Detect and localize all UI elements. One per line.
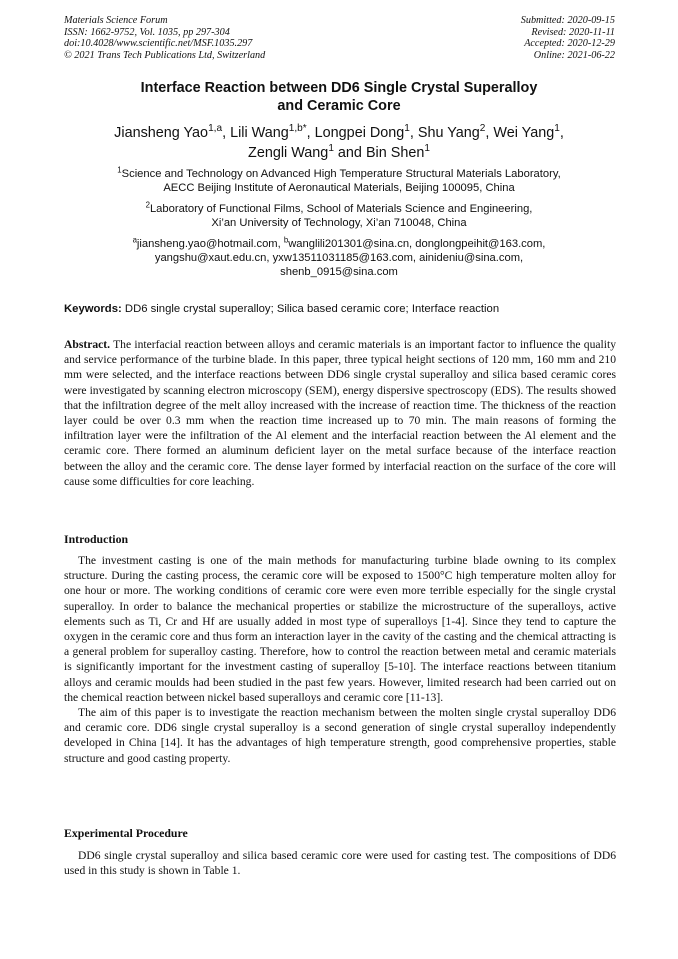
journal-doi: doi:10.4028/www.scientific.net/MSF.1035.297: [64, 38, 253, 50]
email-link[interactable]: shenb_0915@sina.com: [280, 266, 398, 279]
abstract-label: Abstract.: [64, 338, 111, 351]
author-name: Wei Yang: [493, 125, 555, 141]
author-affil-sup: 1,a: [208, 123, 223, 135]
author-list: Jiansheng Yao$^{1,a}$, Lili Wang$^{1,b*}$, Longpei Dong$^1$, Shu Yang$^2$, Wei Yang$^1$, Zengli Wang$^1$ and Bin Shen$^1$: [114, 123, 564, 161]
journal-copyright: © 2021 Trans Tech Publications Ltd, Switzerland: [64, 49, 266, 61]
paper-title: [60, 80, 618, 115]
paragraph: The investment casting is one of the main methods for manufacturing turbine blade owning to its complex structure. During the casting process, the ceramic core will be exposed to 1500°C high temperature molten alloy for one hour or more. The working conditions of ceramic core were even more terrible especially for the single crystal superalloy. In order to balance the mechanical properties or stabilize the microstructure of the superalloys, active elements such as Ti, Cr and Hf are usually added in most type of superalloys [1-4]. Since they tend to capture the oxygen in the ceramic core and thus form an interaction layer in the cavity of the casting and the chemical attracting is a general problem for superalloy casting. Therefore, how to control the reaction between metal and ceramic materials is significantly important for the investment casting of superalloy [5-10]. The interface reactions between titanium alloys and ceramic moulds had been studied in the past few years. However, limited research had been carried out on the chemical reaction between nickel based superalloys and ceramic core [11-13].: [64, 554, 616, 704]
author-name: Shu Yang: [417, 125, 480, 141]
abstract-text: The interfacial reaction between alloys and ceramic materials is an important factor to influence the quality and service performance of the turbine blade. In this paper, three typical height sections of 120 mm, 160 mm and 210 mm were selected, and the interface reactions between DD6 single crystal superalloy and silica based ceramic cores were investigated by scanning electron microscopy (SEM), energy dispersive spectroscopy (EDS). The results showed that the infiltration degree of the melt alloy increased with the increase of reaction time. The thickness of the reaction layer could be over 0.3 mm when the reaction time increased up to 70 min. The main reasons of forming the infiltration layer were the infiltration of the Al element and the interfacial reaction between the Al element and the ceramic core. There formed an aluminum deficient layer on the metal surface because of the interface reaction between the alloy and the ceramic core. The dense layer formed by interfacial reaction on the surface of the core will cause some difficulties for core leaching.: [64, 338, 616, 488]
affiliation-2: $^2$Laboratory of Functional Films, School of Materials Science and Engineering, Xi’an University of Technology, Xi’an 710048, China: [145, 200, 533, 230]
author-affil-sup: 1: [424, 143, 430, 155]
author-emails: $^a$jiansheng.yao@hotmail.com, $^b$wanglili201301@sina.cn, donglongpeihit@163.com, yangshu@xaut.edu.cn, yxw13511031185@163.com, ainideniu@sina.com, shenb_0915@sina.com: [64, 237, 614, 280]
author-affil-sup: 1,b*: [288, 123, 307, 135]
publication-dates: [521, 15, 615, 61]
author-name: Jiansheng Yao: [114, 125, 209, 141]
author-affil-sup: 1: [404, 123, 410, 135]
paragraph: The aim of this paper is to investigate the reaction mechanism between the molten single crystal superalloy DD6 and ceramic core. DD6 single crystal superalloy is a second generation of single crystal superalloy independently developed in China [14]. It has the advantages of high temperature strength, good comprehensive properties, stable structure and good casting property.: [64, 706, 616, 765]
section-heading-experimental: Experimental Procedure: [64, 826, 188, 840]
email-link[interactable]: yangshu@xaut.edu.cn, yxw13511031185@163.com, ainideniu@sina.com,: [154, 252, 524, 265]
keywords-label: Keywords:: [64, 303, 122, 315]
email-link[interactable]: wanglili201301@sina.cn, donglongpeihit@163.com,: [288, 237, 546, 250]
paragraph: DD6 single crystal superalloy and silica based ceramic core were used for casting test. The compositions of DD6 used in this study is shown in Table 1.: [64, 849, 616, 878]
experimental-body: [64, 848, 616, 878]
keywords-text: DD6 single crystal superalloy; Silica based ceramic core; Interface reaction: [121, 303, 500, 315]
author-affil-sup: 1: [554, 123, 560, 135]
journal-info: [64, 15, 265, 61]
affiliations: [64, 167, 614, 286]
abstract: [64, 337, 616, 489]
author-name: Bin Shen: [365, 145, 425, 161]
author-name: Longpei Dong: [314, 125, 405, 141]
author-affil-sup: 2: [479, 123, 486, 135]
section-heading-introduction: Introduction: [64, 532, 129, 546]
keywords: [64, 302, 616, 316]
affiliation-1: $^1$Science and Technology on Advanced High Temperature Structural Materials Laboratory, AECC Beijing Institute of Aeronautical Materials, Beijing 100095, China: [117, 165, 561, 195]
date-accepted: Accepted: 2020-12-29: [524, 38, 615, 50]
title-line-2: and Ceramic Core: [277, 97, 401, 114]
date-online: Online: 2021-06-22: [533, 49, 615, 61]
author-name: Lili Wang: [230, 125, 289, 141]
email-link[interactable]: jiansheng.yao@hotmail.com,: [136, 237, 284, 250]
journal-issn: ISSN: 1662-9752, Vol. 1035, pp 297-304: [64, 26, 230, 38]
date-submitted: Submitted: 2020-09-15: [520, 15, 615, 26]
date-revised: Revised: 2020-11-11: [531, 26, 615, 38]
introduction-body: [64, 553, 616, 766]
title-line-1: Interface Reaction between DD6 Single Crystal Superalloy: [140, 80, 538, 96]
author-affil-sup: 1: [328, 143, 334, 155]
journal-name: Materials Science Forum: [64, 15, 168, 26]
author-name: Zengli Wang: [248, 145, 329, 161]
